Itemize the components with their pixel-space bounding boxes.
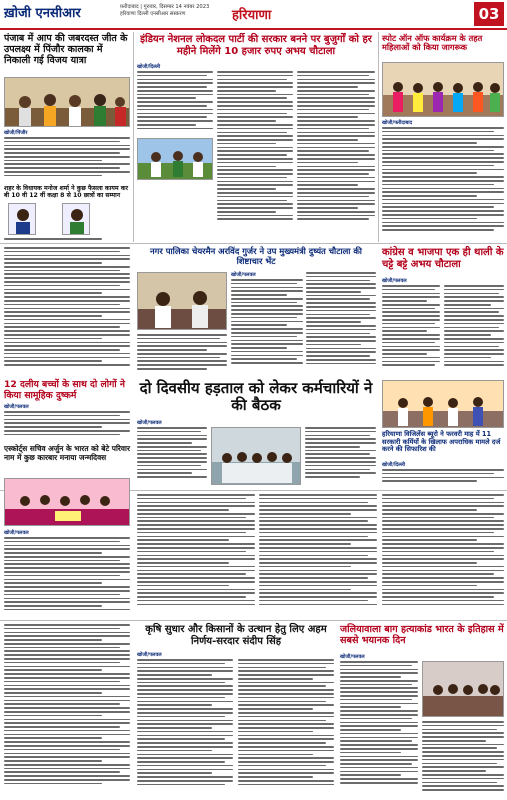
headline-article-5: नगर पालिका चेयरमैन अरविंद गुर्जर ने उप मुख्यमंत्री दुष्यंत चौटाला की शिष्टाचार भेंट: [150, 246, 362, 266]
photo-chairman-meeting: [137, 272, 227, 330]
photo-student-2: [62, 203, 90, 235]
body-article-10: [4, 537, 130, 617]
body-article-8-continued: [137, 494, 255, 616]
headline-article-10: एस्कोर्ट्स सचिव अर्जुन के भारत को बेटे परिवार नाम में कुछ कारबार मनाया जन्मदिवस: [4, 444, 130, 462]
body-article-1: [4, 137, 130, 183]
body-article-4: [4, 238, 130, 243]
newspaper-name: ख़ोजी एनसीआर: [4, 6, 81, 21]
headline-article-12: जलियावाला बाग हत्याकांड भारत के इतिहास में सबसे भयानक दिन: [340, 624, 504, 647]
headline-article-2: इंडियन नेशनल लोकदल पार्टी की सरकार बनने पर बुजुर्गों को हर महीने मिलेंगे 10 हजार रुपए अभय चौटाला: [140, 34, 372, 57]
byline-article-6: खोजी/पलवल: [382, 278, 407, 284]
photo-abhay-chautala-rally: [137, 138, 213, 180]
photo-student-1: [8, 203, 36, 235]
body-article-5-col1: [231, 279, 303, 375]
body-article-10-continued: [4, 624, 130, 796]
body-article-8-col2: [305, 427, 376, 487]
body-article-2-col3: [297, 71, 375, 241]
body-article-5-col0: [137, 334, 227, 375]
headline-article-6: कांग्रेस व भाजपा एक ही थाली के चट्टे बट्टे अभय चौटाला: [382, 247, 504, 270]
section-title: हरियाणा: [232, 8, 272, 23]
byline-article-1: खोजी/पिंजौर: [4, 130, 28, 136]
section-rule: [0, 243, 507, 244]
photo-jallianwala-event: [422, 661, 504, 717]
edition-text: हरियाणा दिल्ली एनसीआर संस्करण: [120, 10, 186, 17]
photo-employee-meeting: [211, 427, 301, 485]
body-article-11-col2: [238, 659, 334, 797]
body-article-5-col2: [306, 272, 376, 375]
headline-article-1: पंजाब में आप की जबरदस्त जीत के उपलक्ष्य में पिंजौर कालका में निकाली गई विजय यात्रा: [4, 33, 128, 66]
headline-article-7: 12 दलीय बच्चों के साथ दो लोगों ने किया सामूहिक दुष्कर्म: [4, 379, 125, 401]
byline-article-9: खोजी/दिल्ली: [382, 462, 406, 468]
column-rule: [378, 32, 379, 242]
byline-article-11: खोजी/पलवल: [137, 652, 162, 658]
headline-article-4: शहर के विधायक मनोज शर्मा ने कुछ फैसला कायम कर बी 10 वी 12 वीं कक्षा 8 से 10 छात्रों का सम्मान: [4, 185, 128, 200]
headline-article-9: हरियाणा विजिलेंस ब्यूरो ने फरवरी माह में 11 सरकारी कर्मियों के खिलाफ अपराधिक मामले दर्ज करने की सिफारिश की: [382, 430, 501, 454]
byline-article-7: खोजी/पलवल: [4, 404, 29, 410]
body-article-6-col2: [444, 285, 504, 375]
byline-article-5: खोजी/पलवल: [231, 272, 256, 278]
body-article-8-continued-2: [259, 494, 377, 616]
body-article-9: [382, 469, 504, 489]
body-article-6-col1: [382, 285, 440, 375]
byline-article-3: खोजी/फरीदाबाद: [382, 120, 413, 126]
date-text: फ़रीदाबाद | गुरुवार, दिसम्बर 14 नवंबर 2023: [120, 4, 210, 10]
photo-victory-rally: [4, 77, 130, 127]
headline-article-3: स्पोट ऑन ऑफ कार्यक्रम के तहत महिलाओं को किया जागरूक: [382, 33, 483, 53]
photo-women-awareness: [382, 62, 504, 117]
photo-birthday-celebration: [4, 478, 130, 526]
body-article-11-col1: [137, 659, 233, 797]
masthead: [0, 0, 507, 30]
page-number: 03: [474, 2, 504, 26]
photo-vigilance-event: [382, 380, 504, 428]
body-article-9-continued: [382, 494, 504, 616]
byline-article-2: खोजी/दिल्ली: [137, 64, 161, 70]
byline-article-12: खोजी/पलवल: [340, 654, 365, 660]
column-rule: [133, 32, 134, 242]
body-article-8-col1: [137, 427, 207, 487]
body-article-7: [4, 411, 130, 441]
headline-article-11: कृषि सुधार और किसानों के उत्थान हेतु लिए अहम निर्णय-सरदार संदीप सिंह: [145, 624, 327, 647]
byline-article-10: खोजी/पलवल: [4, 530, 29, 536]
byline-article-8: खोजी/पलवल: [137, 420, 162, 426]
body-article-3: [382, 127, 504, 241]
body-article-2-col2: [217, 71, 293, 241]
headline-article-8: दो दिवसीय हड़ताल को लेकर कर्मचारियों ने की बैठक: [139, 379, 373, 415]
body-article-12-col1: [340, 661, 418, 797]
section-rule: [0, 620, 507, 621]
body-article-12-col2: [422, 721, 504, 797]
body-article-4-continued: [4, 247, 130, 375]
